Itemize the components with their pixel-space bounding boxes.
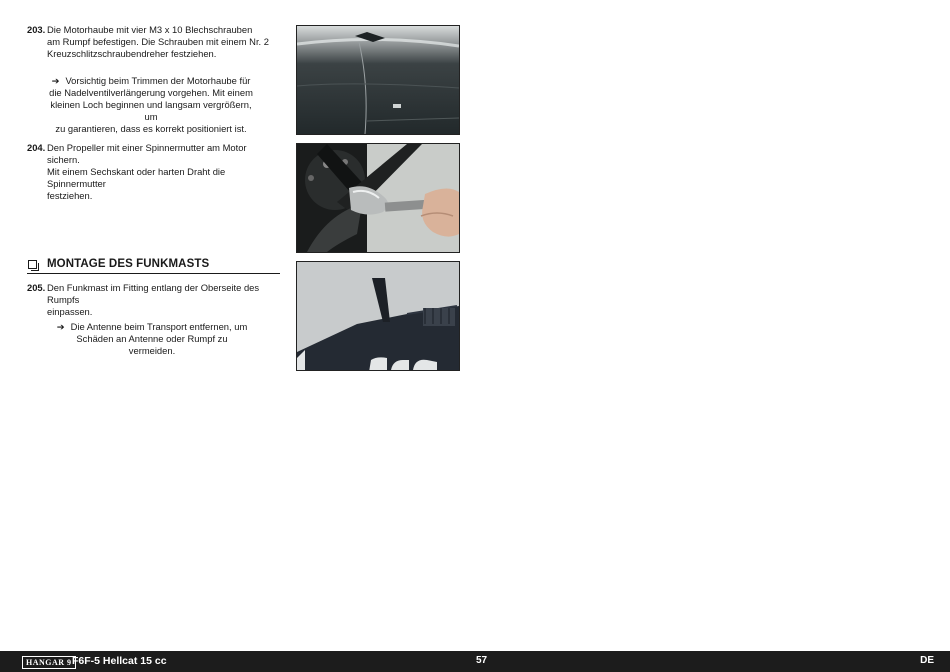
footer-model-name: F6F-5 Hellcat 15 cc — [72, 655, 167, 667]
step-text-line: Kreuzschlitzschraubendreher festziehen. — [47, 48, 217, 59]
step-number: 203. — [27, 24, 46, 35]
note-205 — [52, 321, 252, 357]
note-text-line: kleinen Loch beginnen und langsam vergrößern, um — [50, 99, 252, 122]
step-number: 205. — [27, 282, 46, 293]
cowl-screw-photo — [296, 25, 460, 135]
section-title: MONTAGE DES FUNKMASTS — [47, 258, 210, 270]
step-text-line: Mit einem Sechskant oder harten Draht die Spinnermutter — [47, 166, 226, 189]
radio-mast-photo — [296, 261, 460, 371]
language-code: DE — [920, 655, 934, 666]
arrow-icon: ➔ — [56, 321, 65, 332]
section-heading — [27, 258, 280, 274]
step-text-line: festziehen. — [47, 190, 93, 201]
step-text-line: einpassen. — [47, 306, 93, 317]
note-text-line: Schäden an Antenne oder Rumpf zu vermeiden. — [76, 333, 228, 356]
checkbox-icon[interactable] — [28, 260, 37, 269]
step-text-line: Den Funkmast im Fitting entlang der Oberseite des Rumpfs — [47, 282, 260, 305]
note-203 — [47, 75, 255, 135]
step-text-line: Die Motorhaube mit vier M3 x 10 Blechschrauben — [47, 24, 253, 35]
arrow-icon: ➔ — [51, 75, 60, 86]
note-text-line: die Nadelventilverlängerung vorgehen. Mit einem — [49, 87, 253, 98]
note-text-line: Die Antenne beim Transport entfernen, um — [70, 321, 248, 332]
step-203 — [27, 24, 277, 60]
step-205 — [27, 282, 277, 318]
step-number: 204. — [27, 142, 46, 153]
page-footer — [0, 651, 950, 672]
note-text-line: Vorsichtig beim Trimmen der Motorhaube für — [65, 75, 251, 86]
step-text-line: Den Propeller mit einer Spinnermutter am Motor sichern. — [47, 142, 247, 165]
page-number: 57 — [476, 655, 488, 666]
step-text-line: am Rumpf befestigen. Die Schrauben mit einem Nr. 2 — [47, 36, 269, 47]
spinner-nut-photo — [296, 143, 460, 253]
step-204 — [27, 142, 277, 202]
note-text-line: zu garantieren, dass es korrekt positioniert ist. — [55, 123, 247, 134]
hangar9-logo: HANGAR 9 — [22, 656, 76, 669]
